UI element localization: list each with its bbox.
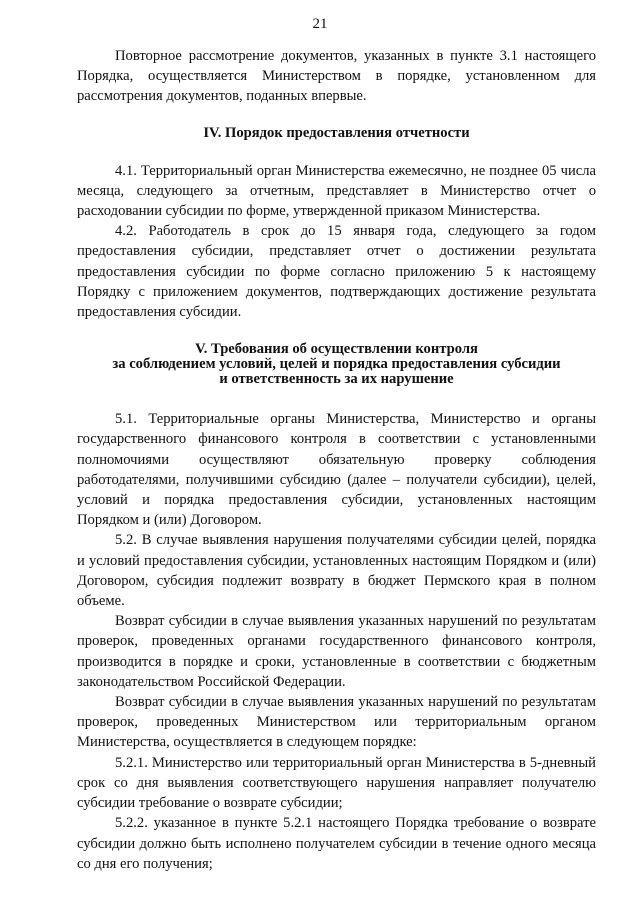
paragraph-5-2-1: 5.2.1. Министерство или территориальный орган Министерства в 5-дневный срок со дня выявления соответствующего нарушения направляет получателю субсидии требование о возврате субсидии; bbox=[77, 754, 596, 812]
paragraph-5-2-2: 5.2.2. указанное в пункте 5.2.1 настоящего Порядка требование о возврате субсидии должно быть исполнено получателем субсидии в течение одного месяца со дня его получения; bbox=[77, 815, 596, 872]
paragraph-5-1: 5.1. Территориальные органы Министерства, Министерство и органы государственного финансового контроля в соответствии с установленными полномочиями осуществляют обязательную проверку соблюдения работодателями, получившими субсидию (далее – получатели субсидии), целей, условий и порядка предоставления субсидии, установленных настоящим Порядком и (или) Договором. bbox=[77, 411, 596, 529]
section-5-heading bbox=[77, 342, 596, 387]
paragraph-5-2: 5.2. В случае выявления нарушения получателями субсидии целей, порядка и условий предоставления субсидии, установленных настоящим Порядком и (или) Договором, субсидия подлежит возврату в бюджет Пермского края в полном объеме. bbox=[77, 532, 596, 610]
paragraph-4-1: 4.1. Территориальный орган Министерства ежемесячно, не позднее 05 числа месяца, следующего за отчетным, представляет в Министерство отчет о расходовании субсидии по форме, утвержденной приказом Министерства. bbox=[77, 162, 596, 220]
paragraph-repeat-review: Повторное рассмотрение документов, указанных в пункте 3.1 настоящего Порядка, осуществляется Министерством в порядке, установленном для рассмотрения документов, поданных впервые. bbox=[77, 48, 596, 105]
document-body bbox=[77, 46, 596, 874]
section-5-heading-line-1: V. Требования об осуществлении контроля bbox=[195, 341, 478, 358]
paragraph-4-2: 4.2. Работодатель в срок до 15 января года, следующего за годом предоставления субсидии, представляет отчет о достижении результата предоставления субсидии по форме согласно приложению 5 к настоящему Порядку с приложением документов, подтверждающих достижение результата предоставления субсидии. bbox=[77, 223, 596, 321]
section-4-heading: IV. Порядок предоставления отчетности bbox=[203, 124, 470, 141]
page-number: 21 bbox=[312, 16, 328, 32]
paragraph-5-2-return-state-control: Возврат субсидии в случае выявления указанных нарушений по результатам проверок, проведенных органами государственного финансового контроля, производится в порядке и сроки, установленные в соответствии с бюджетным законодательством Российской Федерации. bbox=[77, 613, 596, 690]
section-5-heading-line-3: и ответственность за их нарушение bbox=[219, 371, 454, 388]
paragraph-5-2-return-ministry: Возврат субсидии в случае выявления указанных нарушений по результатам проверок, проведенных Министерством или территориальным органом Министерства, осуществляется в следующем порядке: bbox=[77, 694, 596, 751]
section-5-heading-line-2: за соблюдением условий, целей и порядка предоставления субсидии bbox=[112, 356, 561, 373]
